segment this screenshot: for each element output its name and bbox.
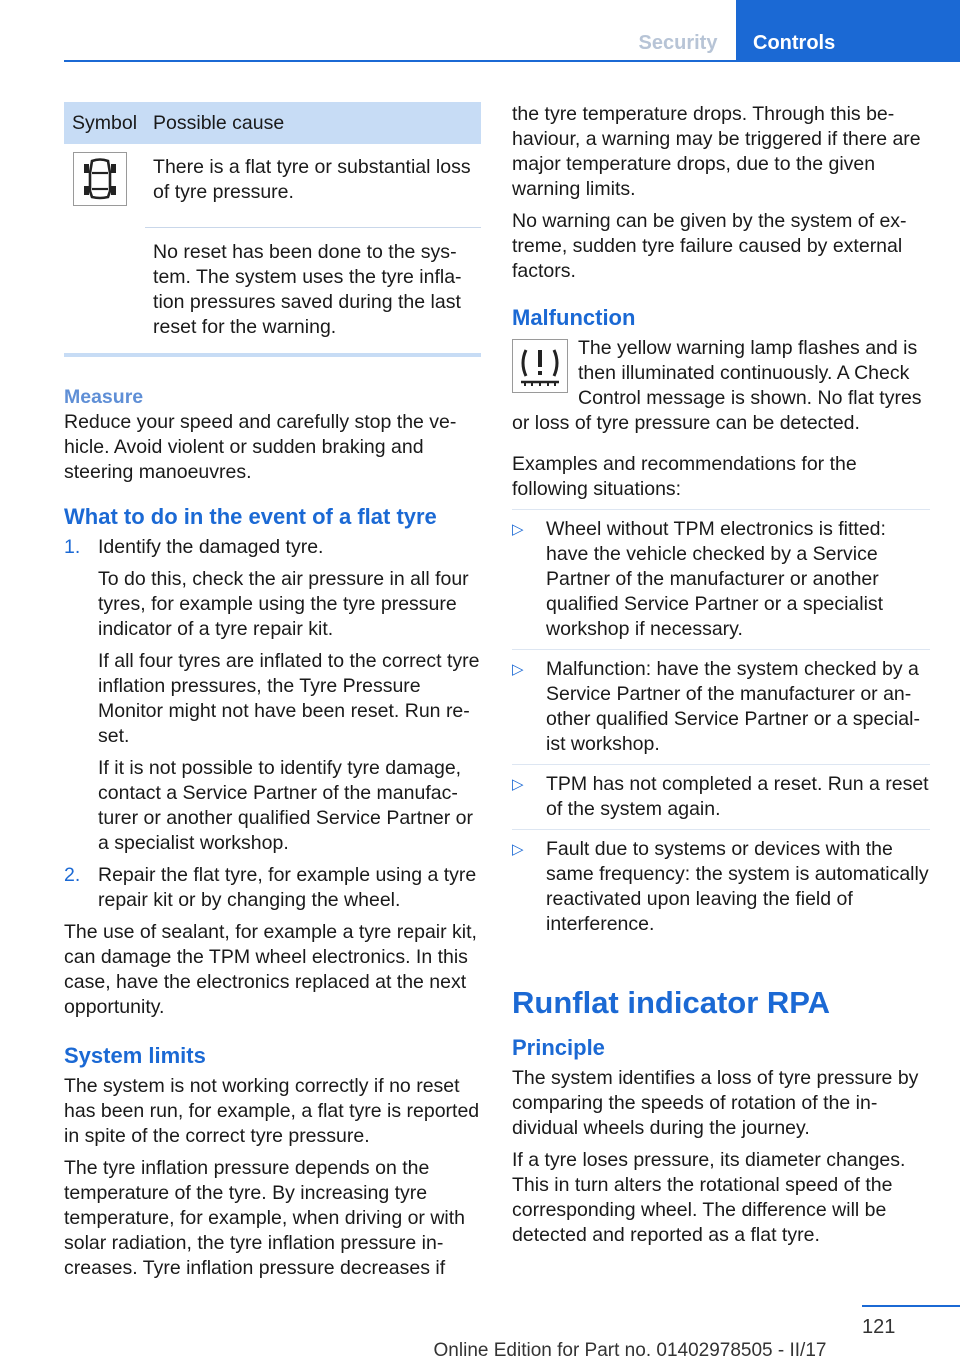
table-header-row (64, 102, 481, 144)
list-item-text: Malfunction: have the system checked by a Service Partner of the manufacturer or another qualified Service Partner or a specialist workshop. (546, 658, 920, 755)
system-limits-heading: System limits (64, 1043, 206, 1068)
page-number: 121 (862, 1316, 896, 1338)
malfunction-intro: Examples and recommendations for the following situations: (512, 453, 857, 500)
malfunction-block (512, 336, 930, 436)
malfunction-text: The yellow warning lamp flashes and is then illuminated continuously. A Check Control message is shown. No flat tyres or loss of tyre pressure can be detected. (512, 337, 922, 434)
system-limits-text: The system is not working correctly if no reset has been run, for example, a flat tyre is reported in spite of the correct tyre pressure. (64, 1075, 480, 1147)
step-text: If it is not possible to identify tyre damage, contact a Service Partner of the manufacturer or another qualified Service Partner or a specialist workshop. (98, 757, 474, 854)
triangle-bullet-icon: ▷ (512, 661, 524, 678)
triangle-bullet-icon: ▷ (512, 521, 524, 538)
list-item (512, 830, 930, 944)
list-item (64, 863, 481, 913)
sealant-note: The use of sealant, for example a tyre repair kit, can damage the TPM wheel electronics. In this case, have the electronics replaced at the next opportunity. (64, 921, 477, 1018)
list-item (64, 535, 481, 856)
flat-tyre-heading: What to do in the event of a flat tyre (64, 504, 437, 529)
column-header-cause: Possible cause (145, 102, 481, 144)
list-item-text: TPM has not completed a reset. Run a reset of the system again. (546, 773, 929, 820)
triangle-bullet-icon: ▷ (512, 776, 524, 793)
car-tyre-warning-icon (73, 152, 127, 206)
principle-text: The system identifies a loss of tyre pressure by comparing the speeds of rotation of the individual wheels during the journey. (512, 1067, 919, 1139)
system-limits-text: The tyre inflation pressure depends on the temperature of the tyre. By increasing tyre temperature, for example, when driving or with solar radiation, the tyre inflation pressure increases. Tyre inflation pressure decreases if (64, 1157, 466, 1279)
malfunction-heading: Malfunction (512, 305, 636, 330)
footer-rule (862, 1305, 960, 1307)
header-rule (64, 60, 960, 62)
page-header (0, 0, 960, 62)
step-text: If all four tyres are inflated to the correct tyre inflation pressures, the Tyre Pressure Monitor might not have been reset. Run reset. (98, 650, 480, 747)
system-limits-text: the tyre temperature drops. Through this behaviour, a warning may be triggered if there are major temperature drops, due to the given warning limits. (512, 103, 921, 200)
symbol-table (64, 102, 481, 351)
list-item (512, 650, 930, 765)
list-item-text: Fault due to systems or devices with the same frequency: the system is automatically reactivated upon leaving the field of interference. (546, 838, 929, 935)
cause-cell: There is a flat tyre or substantial loss of tyre pressure. (153, 156, 471, 203)
table-row (64, 144, 481, 228)
tab-controls[interactable]: Controls (736, 0, 960, 62)
flat-tyre-steps (64, 535, 481, 913)
step-text: Repair the flat tyre, for example using a tyre repair kit or by changing the wheel. (98, 864, 477, 911)
principle-text: If a tyre loses pressure, its diameter changes. This in turn alters the rotational speed of the corresponding wheel. The difference will be detected and reported as a flat tyre. (512, 1149, 906, 1246)
list-item (512, 509, 930, 650)
list-item (512, 765, 930, 830)
symbol-cell (64, 144, 145, 351)
table-bottom-rule (64, 353, 481, 357)
cause-cell: No reset has been done to the system. The system uses the tyre inflation pressures saved during the last reset for the warning. (145, 228, 481, 352)
left-column (64, 102, 481, 1288)
triangle-bullet-icon: ▷ (512, 841, 524, 858)
column-header-symbol: Symbol (64, 102, 145, 144)
step-number: 2. (64, 864, 81, 886)
edition-footer: Online Edition for Part no. 01402978505 - II/17 (433, 1340, 827, 1361)
principle-heading: Principle (512, 1035, 605, 1060)
right-column (512, 102, 930, 1255)
system-limits-text: No warning can be given by the system of extreme, sudden tyre failure caused by external factors. (512, 210, 907, 282)
measure-text: Reduce your speed and carefully stop the vehicle. Avoid violent or sudden braking and steering manoeuvres. (64, 411, 457, 483)
tab-security[interactable]: Security (638, 32, 718, 54)
tyre-warning-exclamation-icon (512, 339, 568, 393)
runflat-heading: Runflat indicator RPA (512, 985, 831, 1020)
step-text: To do this, check the air pressure in all four tyres, for example using the tyre pressure indicator of a tyre repair kit. (98, 568, 469, 640)
malfunction-list (512, 509, 930, 944)
step-number: 1. (64, 536, 81, 558)
measure-heading: Measure (64, 386, 144, 408)
list-item-text: Wheel without TPM electronics is fitted: have the vehicle checked by a Service Partner of the manufacturer or another qualified Service Partner or a specialist workshop if necessary. (546, 518, 886, 640)
step-text: Identify the damaged tyre. (98, 536, 324, 558)
